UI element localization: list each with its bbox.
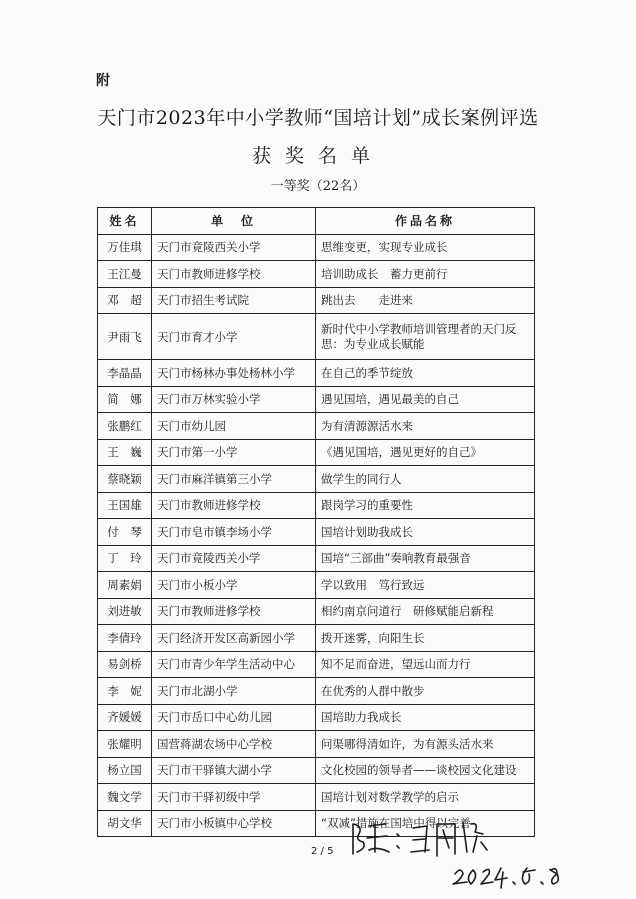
winner-name: 杨立国 [98,757,152,784]
winner-unit: 天门市干驿镇大湖小学 [152,757,316,784]
work-title: 跳出去 走进来 [316,287,535,314]
work-title: 《遇见国培，遇见更好的自己》 [316,439,535,466]
winner-unit: 天门市小板小学 [152,572,316,599]
page-number: 2 / 5 [311,846,334,857]
work-title: 培训助成长 蓄力更前行 [316,261,535,288]
winner-name: 简 娜 [98,386,152,413]
column-header-unit: 单 位 [152,208,316,235]
winner-name: 丁 玲 [98,545,152,572]
winner-unit: 天门市干驿初级中学 [152,784,316,811]
work-title: 拨开迷雾，向阳生长 [316,625,535,652]
winner-name: 付 琴 [98,519,152,546]
work-title: 在优秀的人群中散步 [316,678,535,705]
work-title: 问渠哪得清如许，为有源头活水来 [316,731,535,758]
table-row [98,439,535,466]
awards-table [97,207,535,837]
work-title: 新时代中小学教师培训管理者的天门反思：为专业成长赋能 [316,314,535,360]
winner-unit: 天门市皂市镇李场小学 [152,519,316,546]
table-body [98,234,535,837]
table-row [98,572,535,599]
table-row [98,519,535,546]
table-row [98,261,535,288]
table-row [98,413,535,440]
work-title: 知不足而奋进，望远山而力行 [316,651,535,678]
winner-unit: 天门市岳口中心幼儿园 [152,704,316,731]
work-title: “双减”措施在国培中得以完善 [316,810,535,837]
winner-unit: 国营蒋湖农场中心学校 [152,731,316,758]
winner-name: 尹雨飞 [98,314,152,360]
work-title: 国培计划对数学教学的启示 [316,784,535,811]
winner-unit: 天门市北湖小学 [152,678,316,705]
column-header-work: 作品名称 [316,208,535,235]
work-title: 国培助力我成长 [316,704,535,731]
winner-name: 李 妮 [98,678,152,705]
winner-unit: 天门市教师进修学校 [152,261,316,288]
table-row [98,651,535,678]
table-row [98,234,535,261]
winner-unit: 天门市青少年学生活动中心 [152,651,316,678]
document-subtitle: 获奖名单 [251,145,384,167]
winner-name: 易剑桥 [98,651,152,678]
work-title: 国培“三部曲”奏响教育最强音 [316,545,535,572]
winner-name: 张鹏红 [98,413,152,440]
table-row [98,360,535,387]
table-row [98,731,535,758]
winner-name: 李晶晶 [98,360,152,387]
winner-name: 蔡晓颖 [98,466,152,493]
prize-level: 一等奖（22名） [270,179,366,194]
winner-unit: 天门市幼儿园 [152,413,316,440]
handwritten-signature [345,812,585,892]
winner-unit: 天门市万林实验小学 [152,386,316,413]
work-title: 在自己的季节绽放 [316,360,535,387]
table-header-row [98,208,535,235]
winner-unit: 天门市教师进修学校 [152,492,316,519]
work-title: 学以致用 笃行致远 [316,572,535,599]
winner-name: 邓 超 [98,287,152,314]
table-row [98,386,535,413]
work-title: 跟岗学习的重要性 [316,492,535,519]
work-title: 国培计划助我成长 [316,519,535,546]
table-row [98,466,535,493]
winner-name: 王国雄 [98,492,152,519]
winner-name: 魏文学 [98,784,152,811]
table-row [98,545,535,572]
table-row [98,704,535,731]
winner-name: 王 巍 [98,439,152,466]
work-title: 为有清源源活水来 [316,413,535,440]
table-row [98,625,535,652]
document-title: 天门市2023年中小学教师“国培计划”成长案例评选 [97,107,539,129]
winner-unit: 天门市第一小学 [152,439,316,466]
winner-unit: 天门市竟陵西关小学 [152,234,316,261]
column-header-name: 姓名 [98,208,152,235]
work-title: 做学生的同行人 [316,466,535,493]
table-row [98,598,535,625]
winner-unit: 天门市招生考试院 [152,287,316,314]
winner-name: 周素娟 [98,572,152,599]
winner-unit: 天门市育才小学 [152,314,316,360]
table-row [98,784,535,811]
table-row [98,492,535,519]
winner-name: 李倩玲 [98,625,152,652]
work-title: 思维变更，实现专业成长 [316,234,535,261]
winner-name: 张耀明 [98,731,152,758]
winner-unit: 天门市杨林办事处杨林小学 [152,360,316,387]
winner-name: 齐媛媛 [98,704,152,731]
work-title: 文化校园的领导者——谈校园文化建设 [316,757,535,784]
attachment-label: 附 [96,73,110,89]
table-row [98,287,535,314]
winner-name: 胡文华 [98,810,152,837]
work-title: 遇见国培，遇见最美的自己 [316,386,535,413]
table-row [98,678,535,705]
work-title: 相约南京问道行 研修赋能启新程 [316,598,535,625]
winner-name: 王江曼 [98,261,152,288]
winner-name: 刘进敏 [98,598,152,625]
table-row [98,757,535,784]
winner-unit: 天门市教师进修学校 [152,598,316,625]
table-row [98,314,535,360]
winner-unit: 天门市麻洋镇第三小学 [152,466,316,493]
winner-name: 万佳琪 [98,234,152,261]
winner-unit: 天门经济开发区高新园小学 [152,625,316,652]
winner-unit: 天门市竟陵西关小学 [152,545,316,572]
winner-unit: 天门市小板镇中心学校 [152,810,316,837]
